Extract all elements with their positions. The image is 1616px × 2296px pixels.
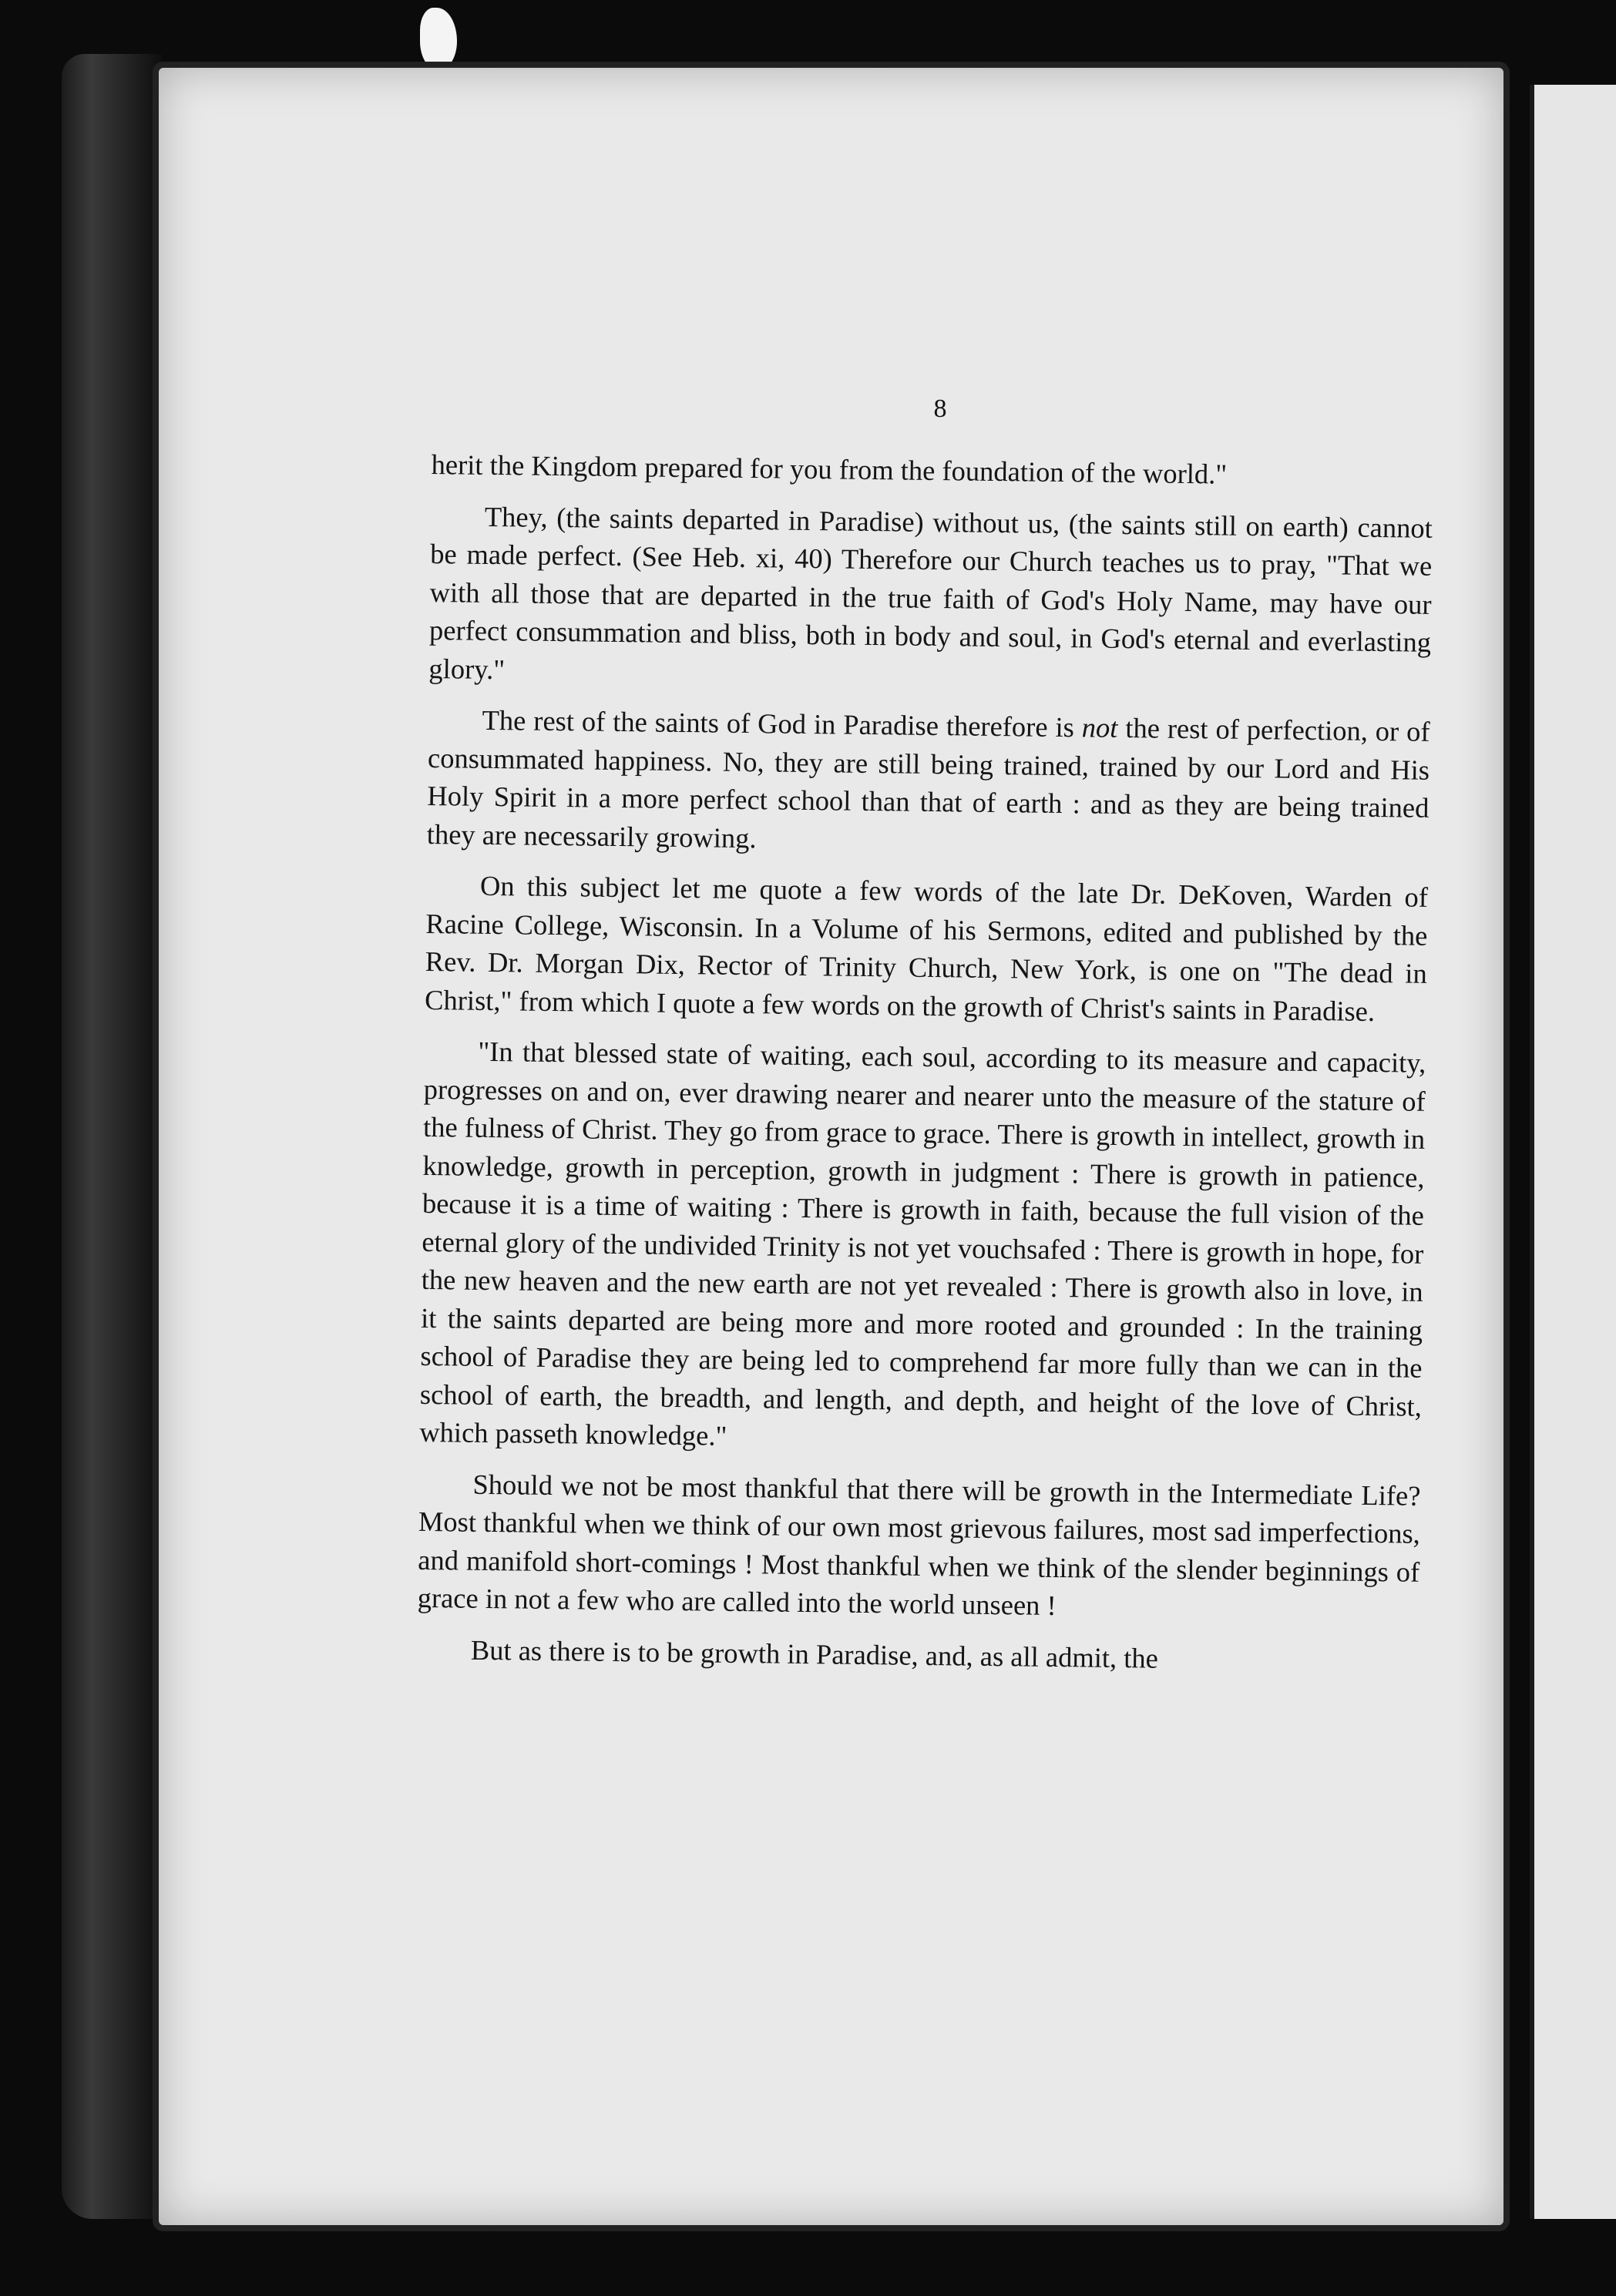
paragraph-dekoven-quote: "In that blessed state of waiting, each soul, according to its measure and capacity, progresses on and on, ever drawing nearer and nearer unto the measure of the stature of the fulness of Christ. They go from grace to grace. There is growth in intellect, growth in knowledge, growth in perception, growth in judgment : There is growth in patience, because it is a time of waiting : There is growth in faith, because the full vision of the eternal glory of the undivided Trinity is not yet vouchsafed : There is growth in hope, for the new heaven and the new earth are not yet revealed : There is growth also in love, in it the saints departed are being more and more rooted and grounded : In the training school of Paradise they are being led to comprehend far more fully than we can in the school of earth, the breadth, and length, and depth, and height of the love of Christ, which passeth knowledge." [419,1035,1426,1452]
paragraph-thankful: Should we not be most thankful that there will be growth in the Intermediate Life? Most thankful when we think of our own most grievous failures, most sad imperfections, and manifold short-comings ! Most thankful when we think of the slender beginnings of grace in not a few who are called into the world unseen ! [417,1468,1421,1622]
paragraph-rest-of-saints: The rest of the saints of God in Paradise therefore is not the rest of perfection, or of consummated happiness. No, they are still being trained, trained by our Lord and His Holy Spirit in a more perfect school than that of earth : and as they are being trained they are necessarily growing. [426,703,1430,854]
paragraph-dekoven-intro: On this subject let me quote a few words of the late Dr. DeKoven, Warden of Racine College, Wisconsin. In a Volume of his Sermons, edited and published by the Rev. Dr. Morgan Dix, Rector of Trinity Church, New York, is one on "The dead in Christ," from which I quote a few words on the growth of Christ's saints in Paradise. [424,869,1429,1027]
emphasis-not: not [1081,711,1118,744]
paragraph-saints-departed: They, (the saints departed in Paradise) without us, (the saints still on earth) cannot be made perfect. (See Heb. xi, 40) Therefore our Church teaches us to pray, "That we with all those that are departed in the true faith of God's Holy Name, may have our perfect consummation and bliss, both in body and soul, in God's eternal and everlasting glory." [428,500,1433,685]
paragraph-continuation: herit the Kingdom prepared for you from the foundation of the world." [431,448,1228,490]
facing-page-edge [1530,85,1616,2219]
book-cover-edge [62,54,162,2219]
page-text [416,445,1433,1693]
paragraph-growth-continuation: But as there is to be growth in Paradise, and, as all admit, the [470,1633,1159,1674]
page-number: 8 [933,394,947,423]
